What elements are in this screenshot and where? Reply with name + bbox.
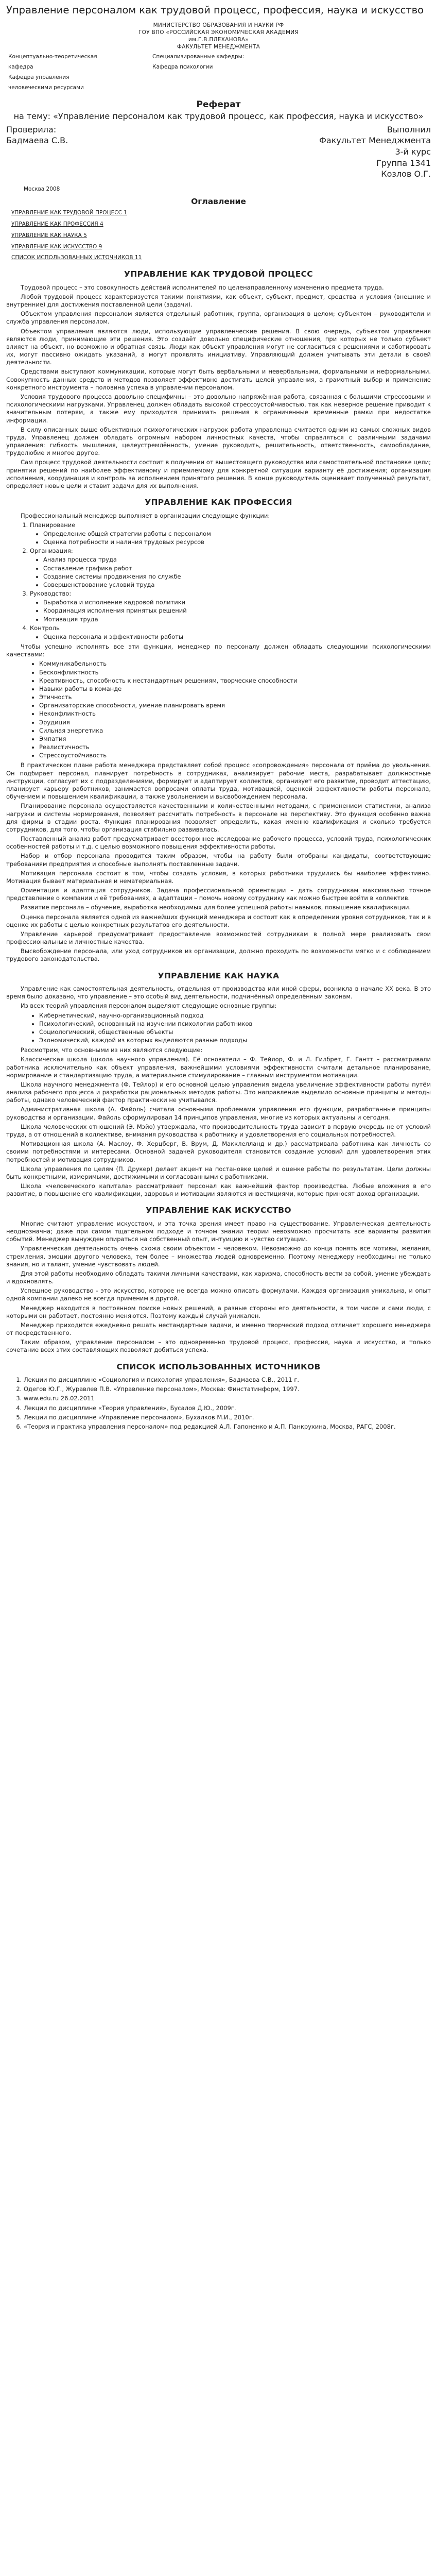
paragraph: Управленческая деятельность очень схожа своим объектом – человеком. Невозможно до конца понять все мотивы, желания, стремления, эмоции другого человека, тем более – множества людей одновременно. Поэтому менеджеру необходимы не только знания, но и талант, умение чувствовать людей. xyxy=(6,1245,431,1268)
author-course: 3-й курс xyxy=(395,146,431,157)
paragraph: Мотивация персонала состоит в том, чтобы создать условия, в которых работники трудились бы наиболее эффективно. Мотивация бывает материальная и нематериальная. xyxy=(6,869,431,885)
list-item: • Навыки работы в команде xyxy=(39,685,431,693)
list-item: • Экономический, каждой из которых выделяются разные подходы xyxy=(39,1037,431,1044)
departments-block xyxy=(8,54,297,91)
document-title: Управление персоналом как трудовой процесс, профессия, наука и искусство xyxy=(6,4,424,16)
paragraph: Ориентация и адаптация сотрудников. Задача профессиональной ориентации – дать сотрудникам максимально точное представление о компании и её требованиях, а адаптации – помочь новому сотруднику как можно быстрее войти в коллектив. xyxy=(6,887,431,902)
list-item: • Социологический, общественные объекты xyxy=(39,1028,431,1036)
dept-left-line: человеческими ресурсами xyxy=(8,84,84,91)
function-item xyxy=(30,590,431,623)
source-item: 2. Одегов Ю.Г., Журавлев П.В. «Управление персоналом», Москва: Финстатинформ, 1997. xyxy=(24,1385,431,1393)
toc-heading: Оглавление xyxy=(191,196,246,206)
paragraph: Управление как самостоятельная деятельность, отдельная от производства или иной сферы, возникла в начале XX века. В это время было доказано, что управление – это особый вид деятельности, подчинённый определённым законам. xyxy=(6,985,431,1001)
functions-list xyxy=(6,521,431,641)
paragraph: Объектом управления являются люди, использующие управленческие решения. В свою очередь, субъектом управления являются люди, принимающие эти решения. Это создаёт довольно специфические отношения, при которых не только субъект влияет на объект, но возможно и обратная связь. Люди как объект управления могут не согласиться с решениями и саботировать их, могут пассивно ожидать указаний, а могут проявлять инициативу. Управляющий должен учитывать эти детали в своей деятельности. xyxy=(6,327,431,366)
city-year: Москва 2008 xyxy=(24,185,60,192)
list-item: • Оценка персонала и эффективности работы xyxy=(43,633,431,641)
function-name: Контроль xyxy=(30,624,60,632)
list-item: • Оценка потребности и наличия трудовых ресурсов xyxy=(43,538,431,546)
table-of-contents xyxy=(6,210,431,262)
section-heading-sources: СПИСОК ИСПОЛЬЗОВАННЫХ ИСТОЧНИКОВ xyxy=(116,1362,321,1371)
list-item: • Анализ процесса труда xyxy=(43,556,431,564)
paragraph: Условия трудового процесса довольно специфичны – это довольно напряжённая работа, связанная с большими стрессовыми и психологическими нагрузками. Управленец должен обладать высокой стрессоустойчивостью, так как неверное решение приводит к значительным потерям, а также ему приходится принимать решения в ограниченные временные рамки при недостатке информации. xyxy=(6,393,431,424)
list-item: • Эрудиция xyxy=(39,719,431,726)
paragraph: Мотивационная школа (А. Маслоу, Ф. Херцберг, В. Врум, Д. Макклелланд и др.) рассматривала работника как личность со своими потребностями и интересами. Основной задачей руководителя становится создание условий для удовлетворения этих потребностей и мотивация сотрудников. xyxy=(6,1140,431,1163)
faculty-name: ФАКУЛЬТЕТ МЕНЕДЖМЕНТА xyxy=(177,43,260,50)
paragraph: Сам процесс трудовой деятельности состоит в получении от вышестоящего руководства или самостоятельной постановке цели; принятии решений по наиболее эффективному и приемлемому для конкретной ситуации варианту её достижения; организация исполнения, координация и контроль за исполнением принятого решения. В конце руководитель оценивает полученный результат, определяет новые цели и ставит задачи для их выполнения. xyxy=(6,459,431,489)
function-item xyxy=(30,547,431,589)
section-heading-art: УПРАВЛЕНИЕ КАК ИСКУССТВО xyxy=(146,1206,291,1215)
list-item: • Организаторские способности, умение планировать время xyxy=(39,702,431,709)
paragraph: Планирование персонала осуществляется качественными и количественными методами, с применением статистики, анализа нагрузки и системы нормирования, позволяет рассчитать потребность в персонале на перспективу. Это функция особенно важна для фирмы в стадии роста. Функция планирования позволяет определить, какая именно квалификация и сколько требуется сотрудников, для того, чтобы организация стабильно развивалась. xyxy=(6,802,431,833)
paragraph: Таким образом, управление персоналом – это одновременно трудовой процесс, профессия, наука и искусство, и только сочетание всех этих составляющих позволяет добиться успеха. xyxy=(6,1338,431,1354)
list-item: • Координация исполнения принятых решений xyxy=(43,607,431,615)
essay-label: Реферат xyxy=(196,99,241,110)
checked-label: Проверила: xyxy=(6,125,57,135)
function-name: Организация: xyxy=(30,547,73,555)
dept-left-line: кафедра xyxy=(8,64,33,71)
paragraph: Средствами выступают коммуникации, которые могут быть вербальными и невербальными, формальными и неформальными. Совокупность данных средств и методов позволяет эффективно достигать целей управления, а грамотный выбор и применение конкретного инструмента – половина успеха в управлении персоналом. xyxy=(6,368,431,391)
dept-left-line: Кафедра управления xyxy=(8,74,69,81)
list-item: • Неконфликтность xyxy=(39,710,431,718)
paragraph: Набор и отбор персонала проводится таким образом, чтобы на работу были отобраны кандидаты, соответствующие требованиям предприятия и способные выполнять поставленные задачи. xyxy=(6,852,431,868)
source-item: 5. Лекции по дисциплине «Управление персоналом», Бухалков М.И., 2010г. xyxy=(24,1414,431,1421)
list-item: • Коммуникабельность xyxy=(39,660,431,668)
list-item: • Выработка и исполнение кадровой политики xyxy=(43,599,431,606)
toc-link-science[interactable]: УПРАВЛЕНИЕ КАК НАУКА 5 xyxy=(11,232,87,239)
author-name: Козлов О.Г. xyxy=(381,169,431,179)
paragraph: Объектом управления персоналом является отдельный работник, группа, организация в целом; субъектом – руководители и служба управления персоналом. xyxy=(6,310,431,326)
toc-link-labor[interactable]: УПРАВЛЕНИЕ КАК ТРУДОВОЙ ПРОЦЕСС 1 xyxy=(11,210,127,216)
ministry-name: МИНИСТЕРСТВО ОБРАЗОВАНИЯ И НАУКИ РФ xyxy=(153,22,284,28)
paragraph: Школа управления по целям (П. Друкер) делает акцент на постановке целей и оценке работы по результатам. Цели должны быть конкретными, измеримыми, достижимыми и согласованными с работниками. xyxy=(6,1165,431,1180)
checker-name: Бадмаева С.В. xyxy=(6,135,68,146)
list-item: • Эмпатия xyxy=(39,735,431,743)
section-heading-profession: УПРАВЛЕНИЕ КАК ПРОФЕССИЯ xyxy=(145,498,292,507)
function-item xyxy=(30,624,431,641)
paragraph: Школа человеческих отношений (Э. Мэйо) утверждала, что производительность труда зависит в первую очередь не от условий труда, а от отношений в коллективе, внимания руководства к работнику и удовлетворения его социальных потребностей. xyxy=(6,1123,431,1138)
source-item: 6. «Теория и практика управления персоналом» под редакцией А.Л. Гапоненко и А.П. Панкрухина, Москва, РАГС, 2008г. xyxy=(24,1423,431,1431)
checker-row xyxy=(6,135,431,146)
paragraph: В практическом плане работа менеджера представляет собой процесс «сопровождения» персонала от приёма до увольнения. Он подбирает персонал, планирует потребность в сотрудниках, анализирует рабочие места, разрабатывает должностные инструкции, согласует их с подразделениями, формирует и адаптирует коллектив, организует его развитие, проводит аттестацию, планирует карьеру работников, занимается вопросами оплаты труда, мотивацией, оценкой эффективности работы персонала, обучением и повышением квалификации, а также увольнением и высвобождением персонала. xyxy=(6,761,431,801)
function-name: Планирование xyxy=(30,521,76,529)
paragraph: Многие считают управление искусством, и эта точка зрения имеет право на существование. Управленческая деятельность неоднозначна; даже при самом тщательном подходе и точном знании теории невозможно просчитать все варианты развития событий. Менеджер вынужден опираться на собственный опыт, интуицию и чувство ситуации. xyxy=(6,1219,431,1243)
source-item: 1. Лекции по дисциплине «Социология и психология управления», Бадмаева С.В., 2011 г. xyxy=(24,1376,431,1384)
university-name: ГОУ ВПО «РОССИЙСКАЯ ЭКОНОМИЧЕСКАЯ АКАДЕМИЯ xyxy=(138,29,299,36)
function-name: Руководство: xyxy=(30,590,72,598)
paragraph: Успешное руководство - это искусство, которое не всегда можно описать формулами. Каждая организация уникальна, и опыт одной компании далеко не всегда применим в другой. xyxy=(6,1287,431,1302)
paragraph: Классическая школа (школа научного управления). Её основатели – Ф. Тейлор, Ф. и Л. Гилбрет, Г. Гантт – рассматривали работника исключительно как объект управления, важнейшими условиями эффективности считали детальное планирование, нормирование и стандартизацию труда, а материальное стимулирование – главным инструментом мотивации. xyxy=(6,1056,431,1079)
paragraph: Менеджер приходится ежедневно решать нестандартные задачи, и именно творческий подход отличает хорошего менеджера от посредственного. xyxy=(6,1321,431,1337)
list-item: • Кибернетический, научно-организационный подход xyxy=(39,1012,431,1020)
paragraph: Школа научного менеджмента (Ф. Тейлор) и его основной целью управления видела увеличение эффективности работы путём анализа рабочего процесса и разработки рациональных методов работы. Это направление выделило основные принципы и методы работы, однако человеческий фактор практически не учитывался. xyxy=(6,1080,431,1104)
theories-list xyxy=(6,1012,431,1045)
dept-right-line: Кафедра психологии xyxy=(152,64,213,71)
source-item: 4. Лекции по дисциплине «Теория управления», Бусалов Д.Ю., 2009г. xyxy=(24,1404,431,1412)
paragraph: Управление карьерой предусматривает предоставление возможностей сотрудникам в полной мере реализовать свои профессиональные и личностные качества. xyxy=(6,930,431,946)
done-label: Выполнил xyxy=(387,125,431,135)
section-heading-science: УПРАВЛЕНИЕ КАК НАУКА xyxy=(158,971,280,980)
list-item: • Составление графика работ xyxy=(43,565,431,572)
list-item: • Реалистичность xyxy=(39,743,431,751)
list-item: • Психологический, основанный на изучении психологии работников xyxy=(39,1020,431,1028)
paragraph: Школа «человеческого капитала» рассматривает персонал как важнейший фактор производства. Любые вложения в его развитие, в повышение его квалификации, здоровья и мотивации являются инвестициями, которые приносят доход организации. xyxy=(6,1182,431,1198)
list-item: • Мотивация труда xyxy=(43,616,431,623)
checked-row xyxy=(6,125,431,135)
sources-list xyxy=(6,1376,431,1431)
paragraph: Высвобождение персонала, или уход сотрудников из организации, должно проходить по возможности мягко и с соблюдением трудового законодательства. xyxy=(6,947,431,963)
qualities-list xyxy=(6,660,431,759)
paragraph: Любой трудовой процесс характеризуется такими понятиями, как объект, субъект, предмет, средства и условия (внешние и внутренние) для достижения поставленной цели (задачи). xyxy=(6,293,431,309)
paragraph: В силу описанных выше объективных психологических нагрузок работа управленца считается одним из самых сложных видов труда. Управленец должен обладать огромным набором личностных качеств, чтобы справляться с различными задачами управления: гибкость мышления, целеустремлённость, умение руководить, решительность, ответственность, самообладание, трудолюбие и многое другое. xyxy=(6,426,431,457)
dept-left-line: Концептуально-теоретическая xyxy=(8,54,97,60)
list-item: • Создание системы продвижения по службе xyxy=(43,573,431,581)
paragraph: Чтобы успешно исполнять все эти функции, менеджер по персоналу должен обладать следующими психологическими качествами: xyxy=(6,643,431,658)
list-item: • Совершенствование условий труда xyxy=(43,581,431,589)
paragraph: Рассмотрим, что основными из них являются следующие: xyxy=(21,1046,203,1054)
list-item: • Сильная энергетика xyxy=(39,727,431,735)
author-group: Группа 1341 xyxy=(376,158,431,168)
source-item: 3. www.edu.ru 26.02.2011 xyxy=(24,1395,431,1402)
paragraph: Для этой работы необходимо обладать такими личными качествами, как харизма, способность вести за собой, умение убеждать и вдохновлять. xyxy=(6,1269,431,1285)
departments-right xyxy=(152,54,297,91)
list-item: • Бесконфликтность xyxy=(39,669,431,676)
list-item: • Креативность, способность к нестандартным решениям, творческие способности xyxy=(39,677,431,685)
toc-link-sources[interactable]: СПИСОК ИСПОЛЬЗОВАННЫХ ИСТОЧНИКОВ 11 xyxy=(11,255,142,261)
paragraph: Оценка персонала является одной из важнейших функций менеджера и состоит как в определении уровня сотрудников, так и в оценке их работы с целью конкретных результатов его деятельности. xyxy=(6,913,431,928)
paragraph: Трудовой процесс – это совокупность действий исполнителей по целенаправленному изменению предмета труда. xyxy=(21,283,384,291)
university-named: им.Г.В.ПЛЕХАНОВА» xyxy=(188,36,249,43)
toc-link-profession[interactable]: УПРАВЛЕНИЕ КАК ПРОФЕССИЯ 4 xyxy=(11,221,103,227)
paragraph: Менеджер находится в постоянном поиске новых решений, а разные стороны его деятельности, в том числе и сами люди, с которыми он работает, постоянно меняются. Поэтому каждый случай уникален. xyxy=(6,1304,431,1319)
paragraph: Административная школа (А. Файоль) считала основными проблемами управления его функции, разработанные принципы руководства и организации. Файоль сформулировал 14 принципов управления, многие из которых актуальны и сегодня. xyxy=(6,1106,431,1121)
paragraph: Профессиональный менеджер выполняет в организации следующие функции: xyxy=(21,512,270,519)
list-item: • Стрессоустойчивость xyxy=(39,752,431,759)
list-item: • Определение общей стратегии работы с персоналом xyxy=(43,530,431,538)
paragraph: Поставленный анализ работ предусматривает всестороннее исследование рабочего процесса, условий труда, психологических особенностей работы и т.д. с целью возможного повышения эффективности работы. xyxy=(6,835,431,851)
departments-left xyxy=(8,54,152,91)
section-heading-labor: УПРАВЛЕНИЕ КАК ТРУДОВОЙ ПРОЦЕСС xyxy=(124,269,313,279)
list-item: • Этичность xyxy=(39,693,431,701)
paragraph: Из всех теорий управления персоналом выделяют следующие основные группы: xyxy=(21,1002,277,1010)
function-item xyxy=(30,521,431,547)
toc-link-art[interactable]: УПРАВЛЕНИЕ КАК ИСКУССТВО 9 xyxy=(11,243,102,250)
author-faculty: Факультет Менеджмента xyxy=(319,135,431,146)
paragraph: Развитие персонала – обучение, выработка необходимых для более успешной работы навыков, повышение квалификации. xyxy=(21,904,411,911)
essay-topic: на тему: «Управление персоналом как трудовой процесс, как профессия, наука и искусство» xyxy=(13,111,424,122)
dept-right-line: Специализированные кафедры: xyxy=(152,54,245,60)
